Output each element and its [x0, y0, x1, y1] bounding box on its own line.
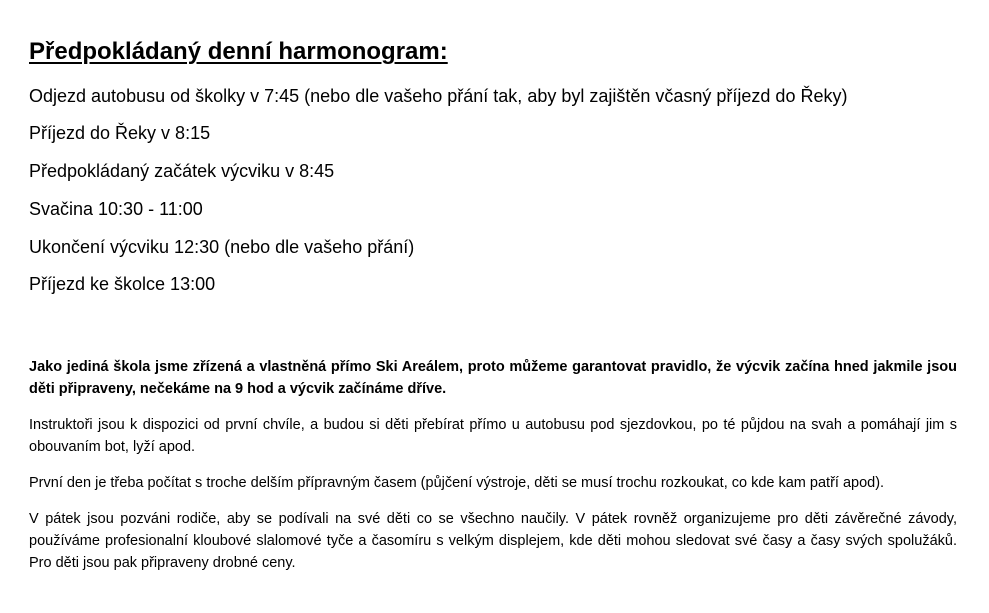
- paragraph-first-day: První den je třeba počítat s troche delším přípravným časem (půjčení výstroje, děti se musí trochu rozkoukat, co kde kam patří apod).: [29, 475, 885, 491]
- schedule-item-training-end: Ukončení výcviku 12:30 (nebo dle vašeho přání): [29, 237, 415, 257]
- schedule-item-departure: Odjezd autobusu od školky v 7:45 (nebo dle vašeho přání tak, aby byl zajištěn včasný příjezd do Řeky): [29, 86, 848, 106]
- schedule-item-snack: Svačina 10:30 - 11:00: [29, 199, 203, 219]
- paragraph-guarantee: Jako jediná škola jsme zřízená a vlastněná přímo Ski Areálem, proto můžeme garantovat pravidlo, že výcvik začína hned jakmile jsou děti připraveny, nečekáme na 9 hod a výcvik začínáme dříve.: [29, 359, 957, 397]
- document-title: Předpokládaný denní harmonogram:: [29, 38, 448, 65]
- schedule-item-return: Příjezd ke školce 13:00: [29, 274, 216, 294]
- schedule-item-training-start: Předpokládaný začátek výcviku v 8:45: [29, 161, 335, 181]
- paragraph-instructors: Instruktoři jsou k dispozici od první chvíle, a budou si děti přebírat přímo u autobusu pod sjezdovkou, po té půjdou na svah a pomáhají jim s obouvaním bot, lyží apod.: [29, 417, 957, 455]
- paragraph-friday: V pátek jsou pozváni rodiče, aby se podívali na své děti co se všechno naučily. V pátek rovněž organizujeme pro děti závěrečné závody, používáme profesionalní kloubové slalomové tyče a časomíru s velkým displejem, kde děti mohou sledovat své časy a časy svých spolužáků. Pro děti jsou pak připraveny drobné ceny.: [29, 511, 957, 571]
- schedule-item-arrival: Příjezd do Řeky v 8:15: [29, 123, 211, 143]
